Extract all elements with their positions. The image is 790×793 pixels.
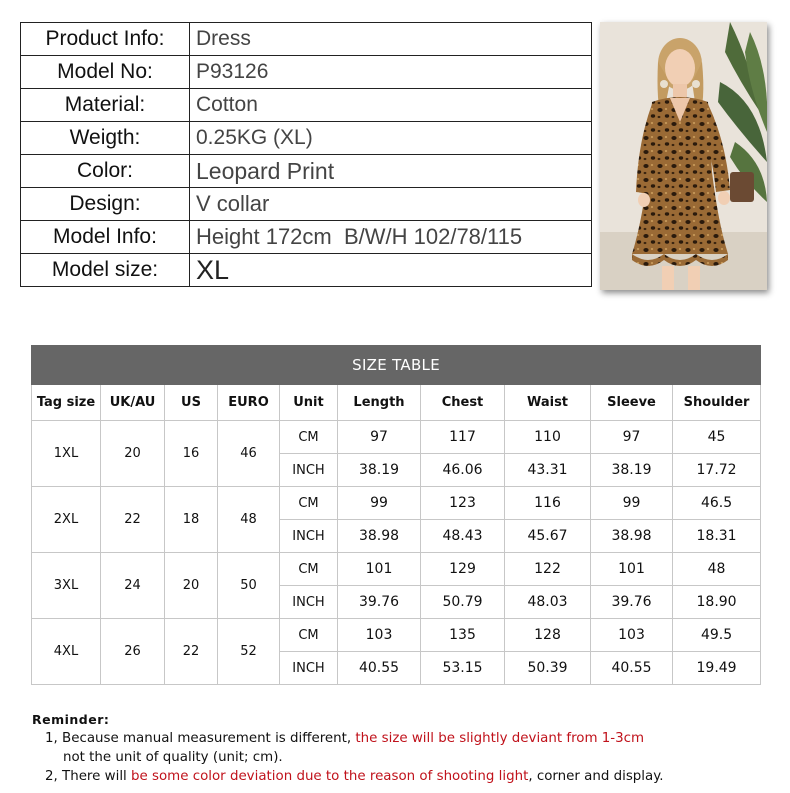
reminder-text: , corner and display.	[528, 769, 664, 784]
table-row	[32, 421, 761, 454]
info-label: Design:	[21, 188, 190, 221]
header-uk-au: UK/AU	[101, 385, 165, 421]
shoulder-cell: 46.5	[673, 487, 761, 520]
table-row	[32, 487, 761, 520]
reminder-line-1b: not the unit of quality (unit; cm).	[63, 750, 283, 765]
waist-cell: 43.31	[505, 454, 591, 487]
reminder-title: Reminder:	[32, 712, 110, 727]
info-label: Model size:	[21, 254, 190, 287]
waist-cell: 48.03	[505, 586, 591, 619]
length-cell: 99	[338, 487, 421, 520]
length-cell: 103	[338, 619, 421, 652]
tag-size-cell: 1XL	[32, 421, 101, 487]
info-value: Cotton	[190, 89, 592, 122]
sleeve-cell: 97	[591, 421, 673, 454]
table-row	[32, 553, 761, 586]
header-unit: Unit	[280, 385, 338, 421]
reminder-highlight: the size will be slightly deviant from 1-3cm	[355, 731, 645, 746]
sleeve-cell: 38.98	[591, 520, 673, 553]
us-cell: 20	[165, 553, 218, 619]
header-us: US	[165, 385, 218, 421]
shoulder-cell: 49.5	[673, 619, 761, 652]
info-row-model-info	[21, 221, 592, 254]
size-table-title-row	[32, 346, 761, 385]
unit-cell: CM	[280, 421, 338, 454]
uk-au-cell: 26	[101, 619, 165, 685]
euro-cell: 48	[218, 487, 280, 553]
chest-cell: 129	[421, 553, 505, 586]
info-label: Model No:	[21, 56, 190, 89]
info-value: XL	[190, 254, 592, 287]
chest-cell: 135	[421, 619, 505, 652]
unit-cell: CM	[280, 619, 338, 652]
info-row-model-size	[21, 254, 592, 287]
unit-cell: CM	[280, 487, 338, 520]
shoulder-cell: 45	[673, 421, 761, 454]
euro-cell: 52	[218, 619, 280, 685]
chest-cell: 48.43	[421, 520, 505, 553]
reminder-highlight: be some color deviation due to the reason of shooting light	[131, 769, 529, 784]
uk-au-cell: 20	[101, 421, 165, 487]
reminder-line-1	[32, 729, 664, 748]
shoulder-cell: 48	[673, 553, 761, 586]
waist-cell: 45.67	[505, 520, 591, 553]
model-illustration	[600, 22, 767, 290]
info-value: Leopard Print	[190, 155, 592, 188]
reminder-section	[32, 710, 664, 786]
euro-cell: 50	[218, 553, 280, 619]
length-cell: 38.19	[338, 454, 421, 487]
size-table-title: SIZE TABLE	[32, 346, 761, 385]
info-label: Color:	[21, 155, 190, 188]
size-table-header-row	[32, 385, 761, 421]
info-row-design	[21, 188, 592, 221]
header-tag-size: Tag size	[32, 385, 101, 421]
tag-size-cell: 4XL	[32, 619, 101, 685]
info-value: V collar	[190, 188, 592, 221]
uk-au-cell: 22	[101, 487, 165, 553]
us-cell: 16	[165, 421, 218, 487]
unit-cell: INCH	[280, 454, 338, 487]
unit-cell: INCH	[280, 520, 338, 553]
reminder-text: 1, Because manual measurement is different,	[45, 731, 356, 746]
euro-cell: 46	[218, 421, 280, 487]
waist-cell: 128	[505, 619, 591, 652]
header-waist: Waist	[505, 385, 591, 421]
waist-cell: 116	[505, 487, 591, 520]
length-cell: 97	[338, 421, 421, 454]
header-shoulder: Shoulder	[673, 385, 761, 421]
info-label: Model Info:	[21, 221, 190, 254]
chest-cell: 50.79	[421, 586, 505, 619]
sleeve-cell: 40.55	[591, 652, 673, 685]
sleeve-cell: 39.76	[591, 586, 673, 619]
info-label: Material:	[21, 89, 190, 122]
info-row-color	[21, 155, 592, 188]
length-cell: 39.76	[338, 586, 421, 619]
info-value: Height 172cm B/W/H 102/78/115	[190, 221, 592, 254]
reminder-text: 2, There will	[45, 769, 132, 784]
size-table	[31, 345, 761, 685]
sleeve-cell: 99	[591, 487, 673, 520]
info-value: Dress	[190, 23, 592, 56]
sleeve-cell: 103	[591, 619, 673, 652]
us-cell: 22	[165, 619, 218, 685]
info-row-weight	[21, 122, 592, 155]
unit-cell: INCH	[280, 586, 338, 619]
chest-cell: 53.15	[421, 652, 505, 685]
sleeve-cell: 101	[591, 553, 673, 586]
tag-size-cell: 2XL	[32, 487, 101, 553]
header-length: Length	[338, 385, 421, 421]
chest-cell: 46.06	[421, 454, 505, 487]
header-chest: Chest	[421, 385, 505, 421]
shoulder-cell: 18.90	[673, 586, 761, 619]
uk-au-cell: 24	[101, 553, 165, 619]
us-cell: 18	[165, 487, 218, 553]
header-euro: EURO	[218, 385, 280, 421]
waist-cell: 122	[505, 553, 591, 586]
shoulder-cell: 17.72	[673, 454, 761, 487]
length-cell: 40.55	[338, 652, 421, 685]
info-row-product	[21, 23, 592, 56]
info-row-material	[21, 89, 592, 122]
sleeve-cell: 38.19	[591, 454, 673, 487]
waist-cell: 50.39	[505, 652, 591, 685]
info-row-model-no	[21, 56, 592, 89]
length-cell: 101	[338, 553, 421, 586]
unit-cell: INCH	[280, 652, 338, 685]
length-cell: 38.98	[338, 520, 421, 553]
reminder-line-2	[32, 767, 664, 786]
info-label: Weigth:	[21, 122, 190, 155]
table-row	[32, 619, 761, 652]
unit-cell: CM	[280, 553, 338, 586]
chest-cell: 123	[421, 487, 505, 520]
model-photo	[600, 22, 767, 290]
tag-size-cell: 3XL	[32, 553, 101, 619]
shoulder-cell: 18.31	[673, 520, 761, 553]
info-value: P93126	[190, 56, 592, 89]
waist-cell: 110	[505, 421, 591, 454]
product-info-table	[20, 22, 592, 287]
chest-cell: 117	[421, 421, 505, 454]
info-label: Product Info:	[21, 23, 190, 56]
shoulder-cell: 19.49	[673, 652, 761, 685]
header-sleeve: Sleeve	[591, 385, 673, 421]
info-value: 0.25KG (XL)	[190, 122, 592, 155]
